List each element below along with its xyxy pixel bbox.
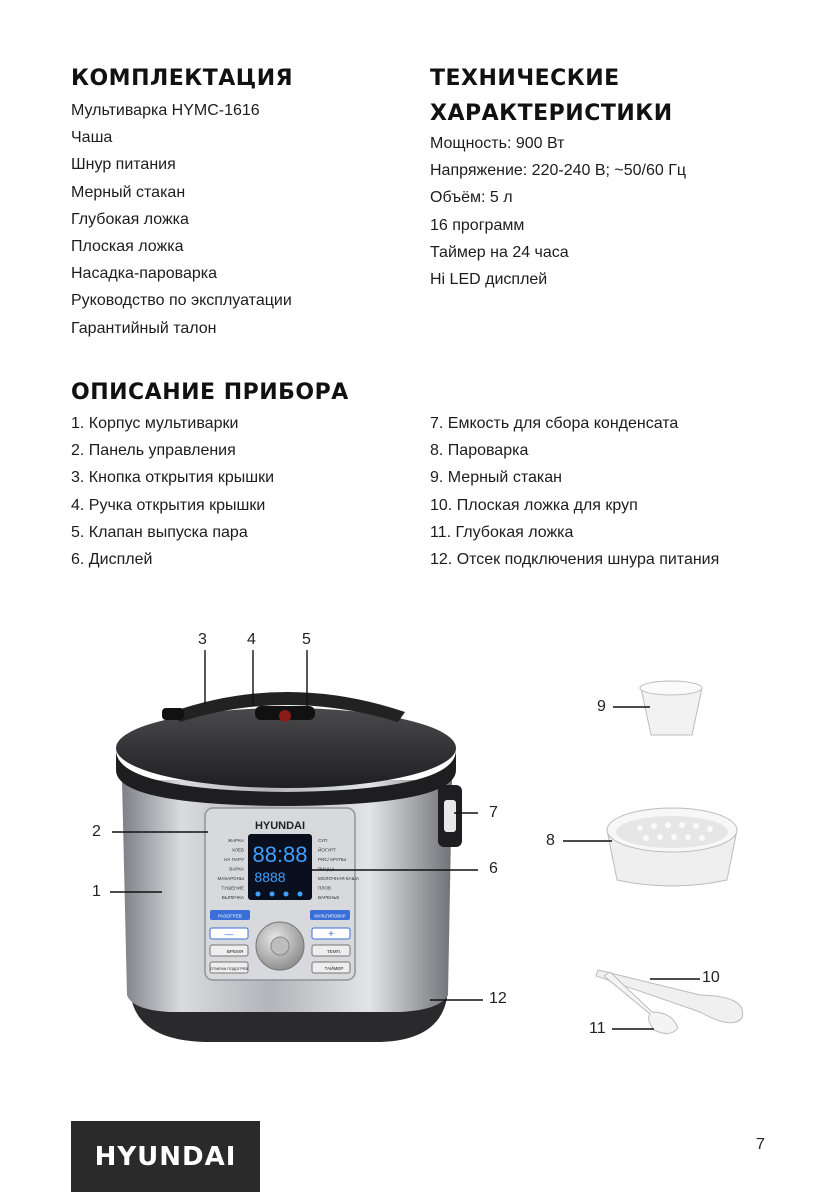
callout-2: 2 xyxy=(92,823,101,840)
program-label: ЖАРКА xyxy=(227,838,244,843)
callout-7: 7 xyxy=(489,804,498,821)
kit-item: Плоская ложка xyxy=(71,237,184,255)
kit-heading: КОМПЛЕКТАЦИЯ xyxy=(71,66,294,91)
kit-item: Шнур питания xyxy=(71,156,176,174)
panel-brand: HYUNDAI xyxy=(254,820,306,832)
display-time: 88:88 xyxy=(252,842,308,867)
description-item: 8. Пароварка xyxy=(430,442,529,460)
flat-spoon xyxy=(596,970,743,1023)
program-label: НА ПАРУ xyxy=(224,857,244,862)
program-label: СУП xyxy=(318,838,328,843)
specs-heading-line1: ТЕХНИЧЕСКИЕ xyxy=(430,66,620,91)
spec-item: Таймер на 24 часа xyxy=(430,243,569,261)
program-label: ЙОГУРТ xyxy=(318,847,336,853)
callout-9: 9 xyxy=(597,698,606,715)
svg-text:ТАЙМЕР: ТАЙМЕР xyxy=(324,966,344,971)
callout-6: 6 xyxy=(489,860,498,877)
kit-item: Глубокая ложка xyxy=(71,210,189,228)
footer-logo: HYUNDAI xyxy=(71,1121,260,1192)
spec-item: Hi LED дисплей xyxy=(430,270,548,288)
program-label: МОЛОЧНАЯ КАША xyxy=(318,876,359,881)
program-label: ВАРКА xyxy=(229,866,244,872)
callout-11: 11 xyxy=(589,1020,606,1037)
specs-heading-line2: ХАРАКТЕРИСТИКИ xyxy=(430,101,673,126)
page-number: 7 xyxy=(756,1136,765,1153)
description-item: 5. Клапан выпуска пара xyxy=(71,523,248,541)
svg-text:ВРЕМЯ: ВРЕМЯ xyxy=(226,949,244,954)
program-label: ПИЦЦА xyxy=(318,866,335,872)
spec-item: Объём: 5 л xyxy=(430,189,513,207)
program-label: ХЛЕБ xyxy=(231,847,244,853)
description-item: 11. Глубокая ложка xyxy=(430,523,574,541)
svg-text:ОТМЕНА ПОДОГРЕВ: ОТМЕНА ПОДОГРЕВ xyxy=(209,967,249,971)
svg-text:РАЗОГРЕВ: РАЗОГРЕВ xyxy=(218,913,242,919)
callout-3: 3 xyxy=(198,631,207,648)
program-label: ТУШЕНИЕ xyxy=(221,885,244,891)
description-item: 7. Емкость для сбора конденсата xyxy=(430,415,679,432)
callout-5: 5 xyxy=(302,631,311,648)
svg-text:МУЛЬТИПОВАР: МУЛЬТИПОВАР xyxy=(314,913,346,919)
description-item: 12. Отсек подключения шнура питания xyxy=(430,550,720,568)
description-item: 10. Плоская ложка для круп xyxy=(430,496,638,514)
description-item: 1. Корпус мультиварки xyxy=(71,415,239,432)
description-item: 4. Ручка открытия крышки xyxy=(71,496,266,514)
kit-item: Мультиварка HYMC-1616 xyxy=(71,102,260,119)
kit-item: Чаша xyxy=(71,129,113,147)
callout-4: 4 xyxy=(247,631,256,648)
description-list-left xyxy=(71,410,274,573)
specs-list xyxy=(430,130,686,293)
svg-text:—: — xyxy=(224,929,234,939)
callout-12: 12 xyxy=(489,990,507,1007)
spec-item: Напряжение: 220-240 В; ~50/60 Гц xyxy=(430,162,687,180)
description-item: 3. Кнопка открытия крышки xyxy=(71,469,275,487)
description-heading: ОПИСАНИЕ ПРИБОРА xyxy=(71,380,349,405)
callout-8: 8 xyxy=(546,832,555,849)
kit-item: Руководство по эксплуатации xyxy=(71,292,292,310)
svg-text:+: + xyxy=(328,929,334,940)
program-label: ВЫПЕЧКА xyxy=(221,895,244,900)
kit-item: Гарантийный талон xyxy=(71,319,217,337)
display-small: 8888 xyxy=(254,869,286,885)
description-list-right xyxy=(430,410,719,573)
callout-1: 1 xyxy=(92,883,101,900)
program-label: РИС/ КРУПЫ xyxy=(318,857,347,862)
product-diagram xyxy=(0,620,840,1100)
svg-text:ТЕМП.: ТЕМП. xyxy=(326,949,342,954)
kit-list xyxy=(71,97,292,342)
steamer-basket xyxy=(607,808,737,886)
callout-10: 10 xyxy=(702,969,720,986)
description-item: 9. Мерный стакан xyxy=(430,469,562,487)
program-label: ПЛОВ xyxy=(318,885,331,891)
spec-item: Мощность: 900 Вт xyxy=(430,135,565,152)
program-label: ВАРЕНЬЕ xyxy=(318,895,340,900)
description-item: 2. Панель управления xyxy=(71,442,236,460)
kit-item: Насадка-пароварка xyxy=(71,265,217,283)
kit-item: Мерный стакан xyxy=(71,183,186,201)
description-item: 6. Дисплей xyxy=(71,550,153,568)
program-label: МАКАРОНЫ xyxy=(217,876,244,881)
spec-item: 16 программ xyxy=(430,216,525,234)
